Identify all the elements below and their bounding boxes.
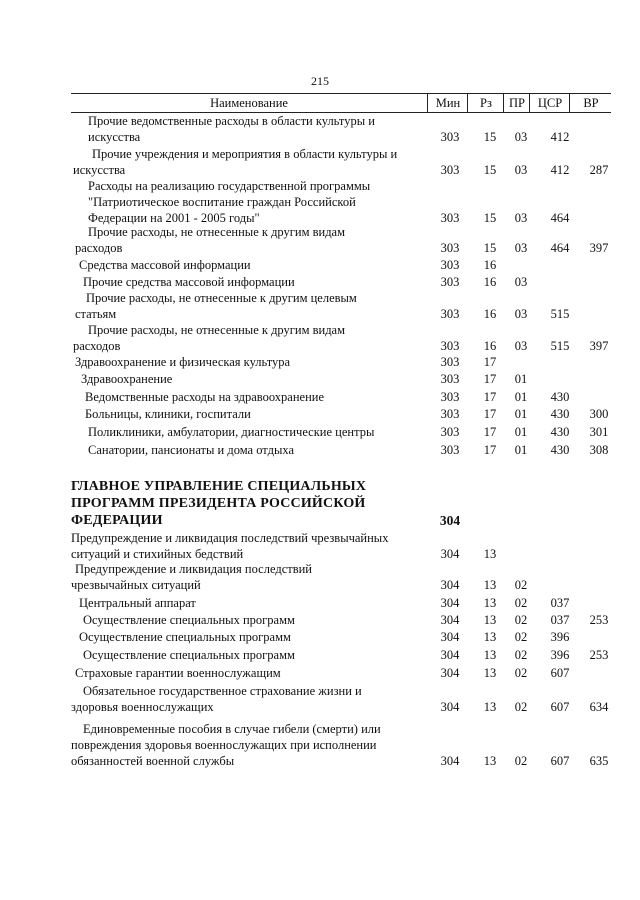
row-name-line: Прочие расходы, не отнесенные к другим видам	[88, 323, 346, 337]
cell-min: 303	[440, 425, 460, 439]
cell-pr: 02	[514, 578, 528, 592]
cell-min: 303	[440, 339, 460, 353]
table-row	[0, 322, 640, 354]
cell-rz: 15	[483, 241, 497, 255]
cell-rz: 17	[483, 407, 497, 421]
row-name-line: Федерации на 2001 - 2005 годы"	[88, 211, 260, 225]
row-name-line: Ведомственные расходы на здравоохранение	[85, 390, 325, 404]
cell-rz: 17	[483, 355, 497, 369]
cell-vr: 287	[589, 163, 609, 177]
cell-rz: 17	[483, 390, 497, 404]
cell-csr: 464	[550, 211, 570, 225]
cell-rz: 17	[483, 372, 497, 386]
row-name-line: статьям	[75, 307, 117, 321]
cell-pr: 02	[514, 666, 528, 680]
cell-vr: 308	[589, 443, 609, 457]
cell-csr: 396	[550, 648, 570, 662]
cell-pr: 01	[514, 372, 528, 386]
table-row	[0, 274, 640, 290]
cell-csr: 607	[550, 754, 570, 768]
cell-vr: 634	[589, 700, 609, 714]
cell-pr: 01	[514, 425, 528, 439]
row-name-line: Обязательное государственное страхование жизни и	[83, 684, 362, 698]
table-row	[0, 442, 640, 458]
row-name-line: чрезвычайных ситуаций	[71, 578, 201, 592]
cell-min: 304	[440, 596, 460, 610]
cell-csr: 607	[550, 700, 570, 714]
cell-min: 303	[440, 275, 460, 289]
row-name-line: ситуаций и стихийных бедствий	[71, 547, 244, 561]
row-name-line: Прочие учреждения и мероприятия в области культуры и	[92, 147, 398, 161]
cell-csr: 430	[550, 407, 570, 421]
row-name-line: Осуществление специальных программ	[79, 630, 291, 644]
cell-min: 303	[440, 211, 460, 225]
cell-pr: 03	[514, 130, 528, 144]
row-name-line: расходов	[75, 241, 123, 255]
cell-pr: 02	[514, 630, 528, 644]
cell-csr: 515	[550, 339, 570, 353]
cell-min: 303	[440, 258, 460, 272]
row-name-line: Прочие средства массовой информации	[83, 275, 295, 289]
table-header	[71, 93, 611, 113]
cell-vr: 301	[589, 425, 609, 439]
section-heading-row	[0, 478, 640, 529]
cell-vr: 253	[589, 648, 609, 662]
header-rz: Рз	[467, 94, 504, 112]
cell-min: 304	[440, 754, 460, 768]
cell-rz: 17	[483, 443, 497, 457]
cell-min: 304	[440, 700, 460, 714]
cell-pr: 01	[514, 443, 528, 457]
row-name-line: ПРОГРАММ ПРЕЗИДЕНТА РОССИЙСКОЙ	[71, 496, 366, 511]
cell-rz: 13	[483, 630, 497, 644]
cell-vr: 300	[589, 407, 609, 421]
row-name-line: ГЛАВНОЕ УПРАВЛЕНИЕ СПЕЦИАЛЬНЫХ	[71, 479, 367, 494]
table-row	[0, 595, 640, 611]
table-row	[0, 629, 640, 645]
cell-vr: 253	[589, 613, 609, 627]
table-row	[0, 146, 640, 178]
table-row	[0, 113, 640, 145]
row-name-line: искусства	[88, 130, 141, 144]
row-name-line: Центральный аппарат	[79, 596, 196, 610]
cell-pr: 03	[514, 211, 528, 225]
row-name-line: Единовременные пособия в случае гибели (смерти) или	[83, 722, 381, 736]
table-row	[0, 224, 640, 256]
cell-rz: 13	[483, 700, 497, 714]
cell-csr: 412	[550, 163, 570, 177]
row-name-line: Прочие ведомственные расходы в области культуры и	[88, 114, 375, 128]
row-name-line: Поликлиники, амбулатории, диагностические центры	[88, 425, 375, 439]
cell-min: 303	[440, 163, 460, 177]
cell-csr: 430	[550, 443, 570, 457]
row-name-line: Здравоохранение	[81, 372, 173, 386]
cell-rz: 15	[483, 130, 497, 144]
row-name-line: Осуществление специальных программ	[83, 613, 295, 627]
cell-rz: 15	[483, 163, 497, 177]
cell-min: 304	[440, 666, 460, 680]
header-pr: ПР	[503, 94, 530, 112]
row-name-line: Предупреждение и ликвидация последствий чрезвычайных	[71, 531, 389, 545]
cell-min: 303	[440, 241, 460, 255]
table-row	[0, 290, 640, 322]
cell-csr: 607	[550, 666, 570, 680]
table-row	[0, 647, 640, 663]
cell-pr: 03	[514, 275, 528, 289]
cell-min: 304	[440, 547, 460, 561]
row-name-line: обязанностей военной службы	[71, 754, 235, 768]
table-row	[0, 424, 640, 440]
cell-min: 303	[440, 130, 460, 144]
cell-pr: 02	[514, 754, 528, 768]
cell-vr: 397	[589, 339, 609, 353]
cell-pr: 02	[514, 596, 528, 610]
cell-pr: 02	[514, 613, 528, 627]
cell-pr: 01	[514, 390, 528, 404]
cell-rz: 13	[483, 666, 497, 680]
row-name-line: Прочие расходы, не отнесенные к другим целевым	[86, 291, 357, 305]
cell-rz: 13	[483, 596, 497, 610]
cell-pr: 02	[514, 700, 528, 714]
cell-csr: 037	[550, 596, 570, 610]
row-name-line: ФЕДЕРАЦИИ	[71, 513, 163, 528]
row-name-line: расходов	[73, 339, 121, 353]
table-row	[0, 257, 640, 273]
cell-csr: 464	[550, 241, 570, 255]
cell-csr: 430	[550, 390, 570, 404]
cell-min: 303	[440, 390, 460, 404]
row-name-line: Предупреждение и ликвидация последствий	[75, 562, 312, 576]
cell-csr: 515	[550, 307, 570, 321]
row-name-line: Средства массовой информации	[79, 258, 251, 272]
cell-rz: 13	[483, 578, 497, 592]
row-name-line: Расходы на реализацию государственной программы	[88, 179, 371, 193]
table-row	[0, 354, 640, 370]
cell-min: 303	[440, 407, 460, 421]
cell-rz: 13	[483, 754, 497, 768]
cell-min: 303	[440, 355, 460, 369]
cell-pr: 03	[514, 241, 528, 255]
table-row	[0, 665, 640, 681]
cell-min: 304	[440, 648, 460, 662]
cell-min: 303	[440, 372, 460, 386]
cell-rz: 13	[483, 547, 497, 561]
table-row	[0, 371, 640, 387]
cell-rz: 16	[483, 275, 497, 289]
table-row	[0, 683, 640, 715]
table-row	[0, 721, 640, 769]
header-min: Мин	[427, 94, 468, 112]
table-row	[0, 406, 640, 422]
table-row	[0, 178, 640, 226]
cell-csr: 396	[550, 630, 570, 644]
row-name-line: здоровья военнослужащих	[71, 700, 214, 714]
cell-min: 303	[440, 443, 460, 457]
header-name: Наименование	[210, 96, 288, 110]
cell-min: 303	[440, 307, 460, 321]
table-row	[0, 530, 640, 562]
cell-csr: 430	[550, 425, 570, 439]
row-name-line: Здравоохранение и физическая культура	[75, 355, 291, 369]
header-vr: ВР	[569, 94, 612, 112]
cell-csr: 037	[550, 613, 570, 627]
row-name-line: искусства	[73, 163, 126, 177]
cell-pr: 03	[514, 163, 528, 177]
cell-rz: 13	[483, 613, 497, 627]
cell-rz: 15	[483, 211, 497, 225]
cell-rz: 16	[483, 258, 497, 272]
row-name-line: "Патриотическое воспитание граждан Российской	[88, 195, 356, 209]
header-csr: ЦСР	[529, 94, 570, 112]
cell-rz: 16	[483, 339, 497, 353]
row-name-line: Больницы, клиники, госпитали	[85, 407, 251, 421]
cell-pr: 03	[514, 339, 528, 353]
cell-min: 304	[440, 613, 460, 627]
row-name-line: Прочие расходы, не отнесенные к другим видам	[88, 225, 346, 239]
row-name-line: Страховые гарантии военнослужащим	[75, 666, 281, 680]
cell-csr: 412	[550, 130, 570, 144]
cell-rz: 17	[483, 425, 497, 439]
cell-pr: 01	[514, 407, 528, 421]
cell-rz: 16	[483, 307, 497, 321]
cell-vr: 635	[589, 754, 609, 768]
cell-rz: 13	[483, 648, 497, 662]
page-number: 215	[311, 74, 329, 88]
table-row	[0, 561, 640, 593]
table-row	[0, 612, 640, 628]
cell-min: 304	[439, 513, 461, 528]
cell-pr: 03	[514, 307, 528, 321]
cell-min: 304	[440, 630, 460, 644]
cell-vr: 397	[589, 241, 609, 255]
row-name-line: Санатории, пансионаты и дома отдыха	[88, 443, 294, 457]
cell-pr: 02	[514, 648, 528, 662]
cell-min: 304	[440, 578, 460, 592]
table-row	[0, 389, 640, 405]
row-name-line: Осуществление специальных программ	[83, 648, 295, 662]
row-name-line: повреждения здоровья военнослужащих при исполнении	[71, 738, 377, 752]
